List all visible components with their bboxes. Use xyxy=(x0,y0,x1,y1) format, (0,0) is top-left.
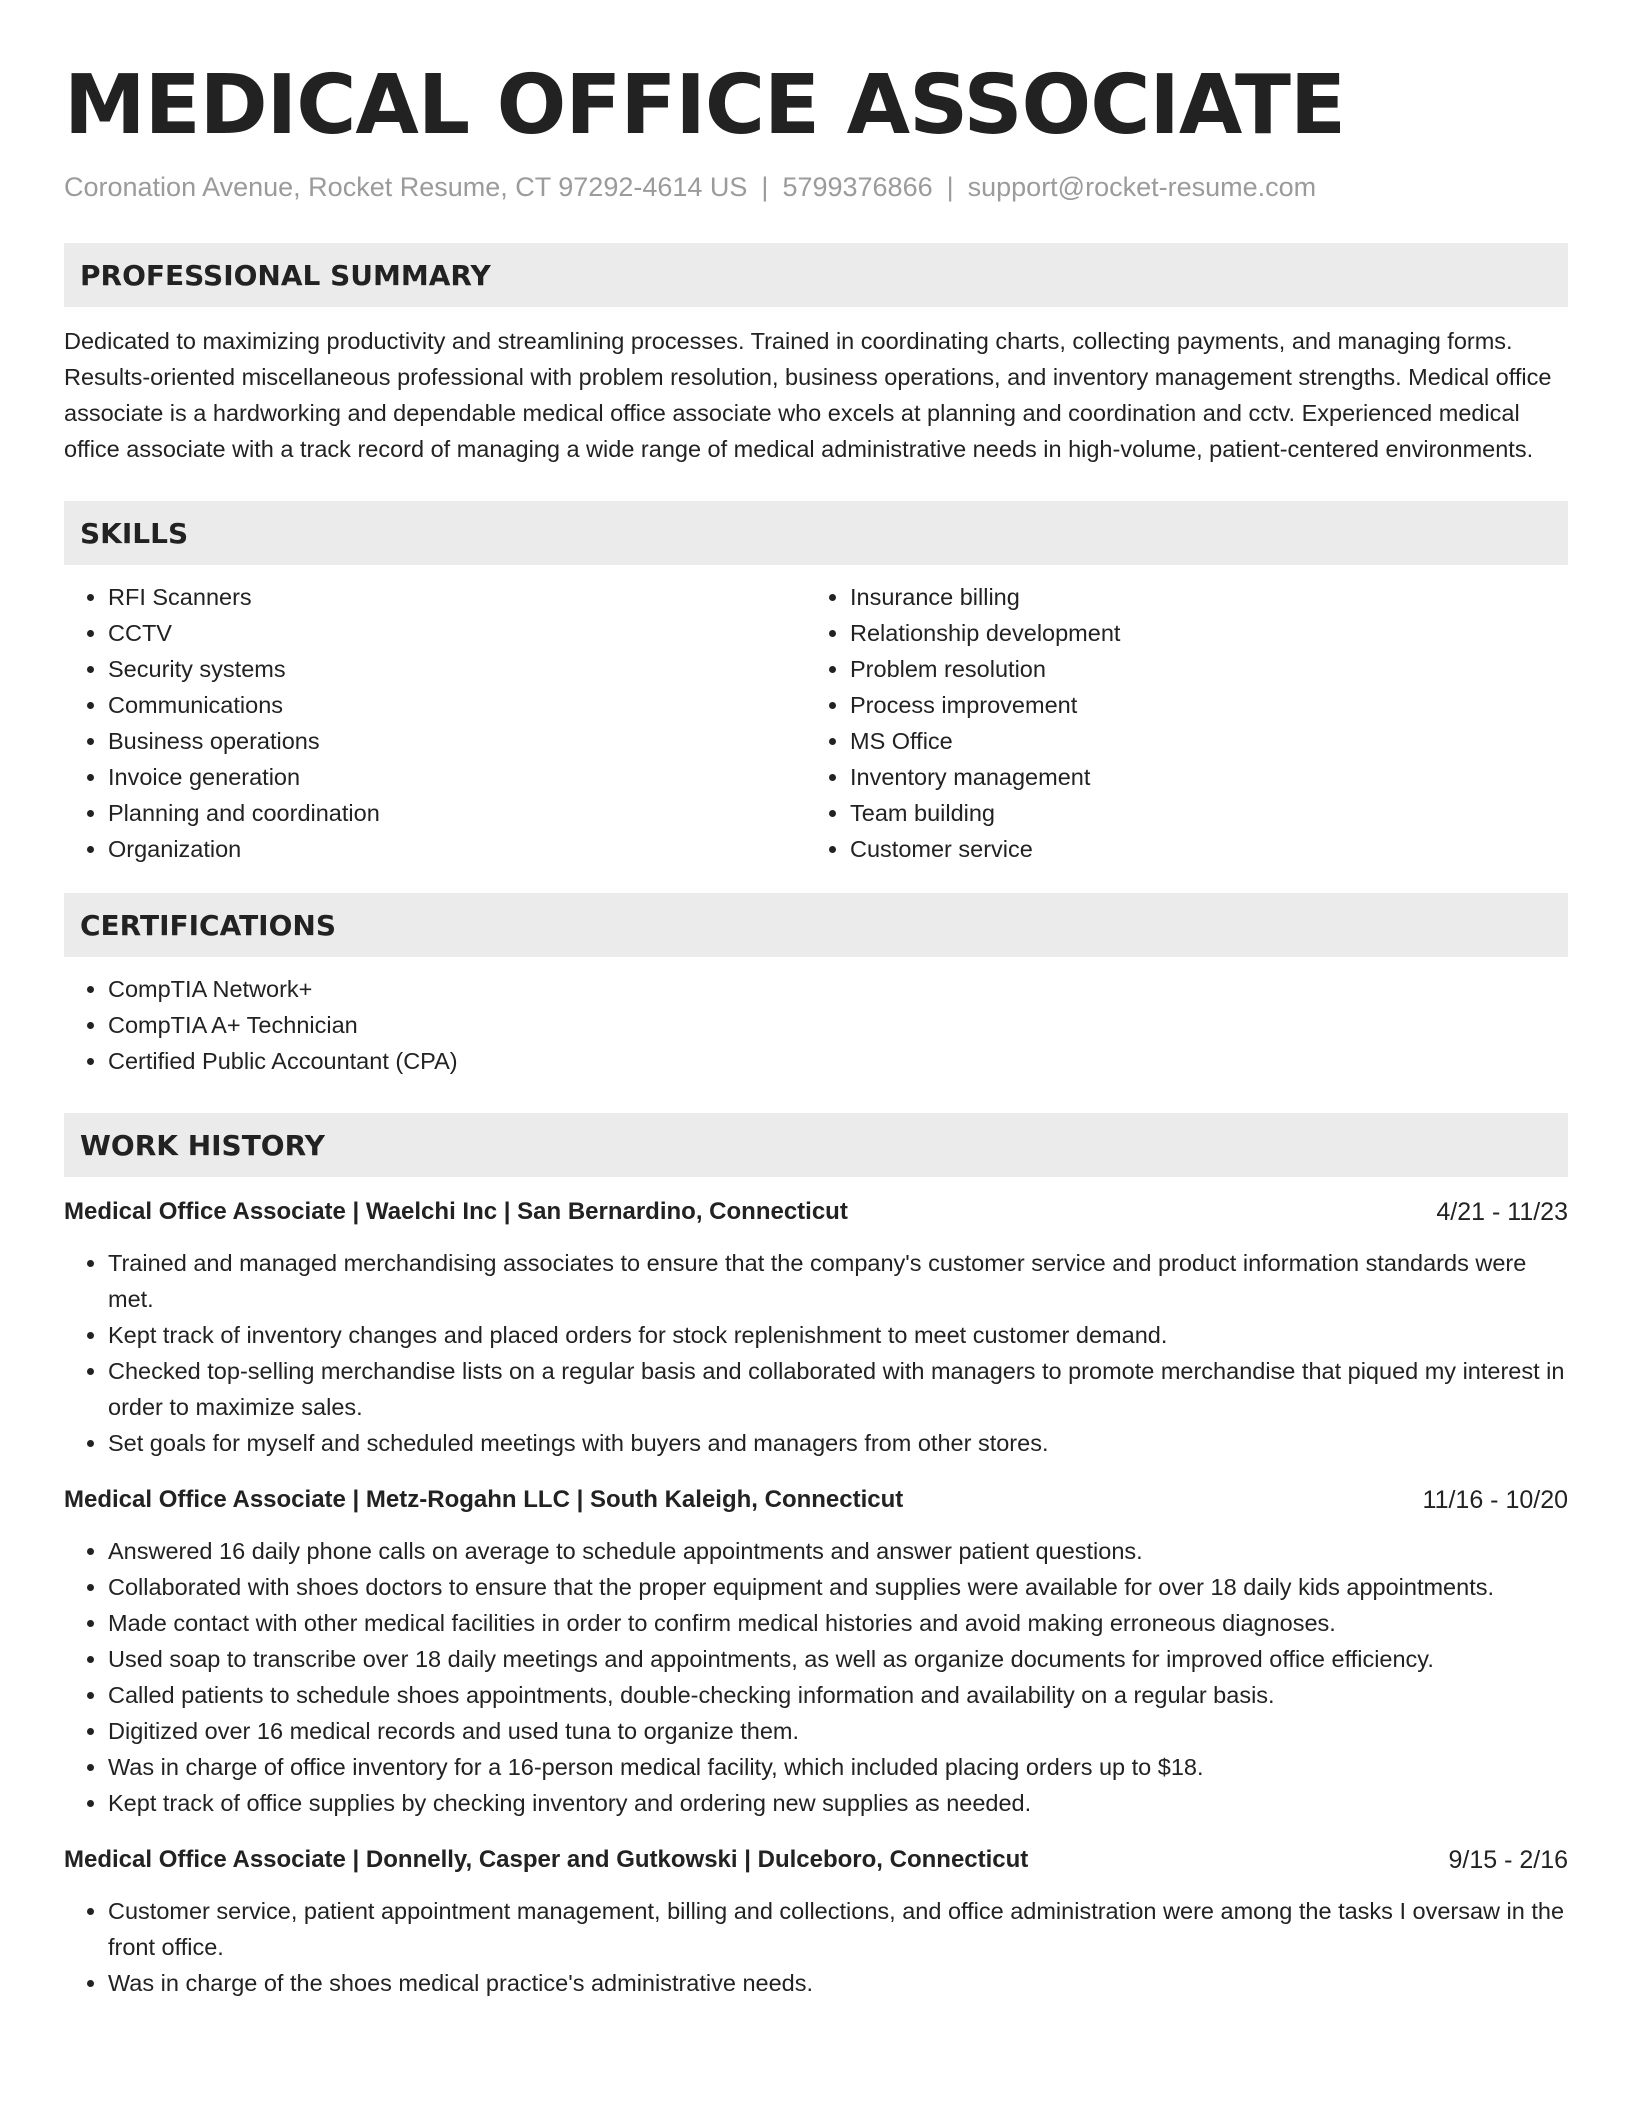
skill-item: • Inventory management xyxy=(850,759,1548,795)
section-heading-skills: SKILLS xyxy=(64,501,1568,565)
job-bullet: • Kept track of office supplies by checking inventory and ordering new supplies as needed. xyxy=(108,1785,1568,1821)
job-header xyxy=(64,1195,1568,1229)
job-bullet: • Kept track of inventory changes and placed orders for stock replenishment to meet customer demand. xyxy=(108,1317,1568,1353)
skill-item: • Business operations xyxy=(108,723,806,759)
contact-line xyxy=(64,170,1568,204)
job-bullet: • Answered 16 daily phone calls on average to schedule appointments and answer patient questions. xyxy=(108,1533,1568,1569)
skill-item: • Insurance billing xyxy=(850,579,1548,615)
job-entry xyxy=(64,1843,1568,2001)
skill-item: • Team building xyxy=(850,795,1548,831)
skill-item: • Planning and coordination xyxy=(108,795,806,831)
certification-item: • Certified Public Accountant (CPA) xyxy=(108,1043,1568,1079)
contact-email: support@rocket-resume.com xyxy=(967,172,1317,202)
skill-item: • RFI Scanners xyxy=(108,579,806,615)
skill-item: • Customer service xyxy=(850,831,1548,867)
job-header xyxy=(64,1843,1568,1877)
section-heading-certifications: CERTIFICATIONS xyxy=(64,893,1568,957)
certification-item: • CompTIA A+ Technician xyxy=(108,1007,1568,1043)
job-bullet: • Was in charge of the shoes medical practice's administrative needs. xyxy=(108,1965,1568,2001)
skills-column-right xyxy=(806,579,1548,867)
job-bullet: • Was in charge of office inventory for a 16-person medical facility, which included placing orders up to $18. xyxy=(108,1749,1568,1785)
job-bullet: • Collaborated with shoes doctors to ensure that the proper equipment and supplies were available for over 18 daily kids appointments. xyxy=(108,1569,1568,1605)
summary-paragraph: Dedicated to maximizing productivity and streamlining processes. Trained in coordinating charts, collecting payments, and managing forms. Results-oriented miscellaneous professional with problem resolution, business operations, and inventory management strengths. Medical office associate is a hardworking and dependable medical office associate who excels at planning and coordination and cctv. Experienced medical office associate with a track record of managing a wide range of medical administrative needs in high-volume, patient-centered environments. xyxy=(64,328,1552,462)
job-bullet: • Made contact with other medical facilities in order to confirm medical histories and avoid making erroneous diagnoses. xyxy=(108,1605,1568,1641)
job-bullets xyxy=(64,1245,1568,1461)
job-title: Medical Office Associate | Waelchi Inc | San Bernardino, Connecticut xyxy=(64,1198,848,1225)
skill-item: • Organization xyxy=(108,831,806,867)
resume-page xyxy=(64,0,1568,2001)
certifications-list xyxy=(64,971,1568,1079)
skills-column-left xyxy=(64,579,806,867)
candidate-name: MEDICAL OFFICE ASSOCIATE xyxy=(64,58,1345,153)
section-heading-work-history: WORK HISTORY xyxy=(64,1113,1568,1177)
job-header xyxy=(64,1483,1568,1517)
job-bullets xyxy=(64,1893,1568,2001)
job-title: Medical Office Associate | Donnelly, Casper and Gutkowski | Dulceboro, Connecticut xyxy=(64,1846,1029,1873)
contact-phone: 5799376866 xyxy=(782,172,933,202)
skill-item: • MS Office xyxy=(850,723,1548,759)
skill-item: • Communications xyxy=(108,687,806,723)
skill-item: • Security systems xyxy=(108,651,806,687)
job-bullet: • Used soap to transcribe over 18 daily meetings and appointments, as well as organize documents for improved office efficiency. xyxy=(108,1641,1568,1677)
certification-item: • CompTIA Network+ xyxy=(108,971,1568,1007)
job-entry xyxy=(64,1195,1568,1461)
skills-list xyxy=(64,579,1568,867)
job-bullet: • Set goals for myself and scheduled meetings with buyers and managers from other stores. xyxy=(108,1425,1568,1461)
skill-item: • Process improvement xyxy=(850,687,1548,723)
job-bullets xyxy=(64,1533,1568,1821)
skill-item: • Relationship development xyxy=(850,615,1548,651)
job-dates: 9/15 - 2/16 xyxy=(1448,1846,1568,1874)
job-bullet: • Customer service, patient appointment management, billing and collections, and office administration were among the tasks I oversaw in the front office. xyxy=(108,1893,1568,1965)
job-bullet: • Digitized over 16 medical records and used tuna to organize them. xyxy=(108,1713,1568,1749)
section-heading-summary: PROFESSIONAL SUMMARY xyxy=(64,243,1568,307)
job-bullet: • Called patients to schedule shoes appointments, double-checking information and availability on a regular basis. xyxy=(108,1677,1568,1713)
job-dates: 11/16 - 10/20 xyxy=(1422,1486,1568,1514)
skill-item: • CCTV xyxy=(108,615,806,651)
job-dates: 4/21 - 11/23 xyxy=(1436,1198,1568,1226)
job-bullet: • Trained and managed merchandising associates to ensure that the company's customer service and product information standards were met. xyxy=(108,1245,1568,1317)
job-bullet: • Checked top-selling merchandise lists on a regular basis and collaborated with managers to promote merchandise that piqued my interest in order to maximize sales. xyxy=(108,1353,1568,1425)
contact-address: Coronation Avenue, Rocket Resume, CT 97292-4614 US xyxy=(64,172,748,202)
job-entry xyxy=(64,1483,1568,1821)
skill-item: • Problem resolution xyxy=(850,651,1548,687)
job-title: Medical Office Associate | Metz-Rogahn LLC | South Kaleigh, Connecticut xyxy=(64,1486,904,1513)
contact-separator: | xyxy=(946,172,954,202)
skill-item: • Invoice generation xyxy=(108,759,806,795)
contact-separator: | xyxy=(761,172,769,202)
